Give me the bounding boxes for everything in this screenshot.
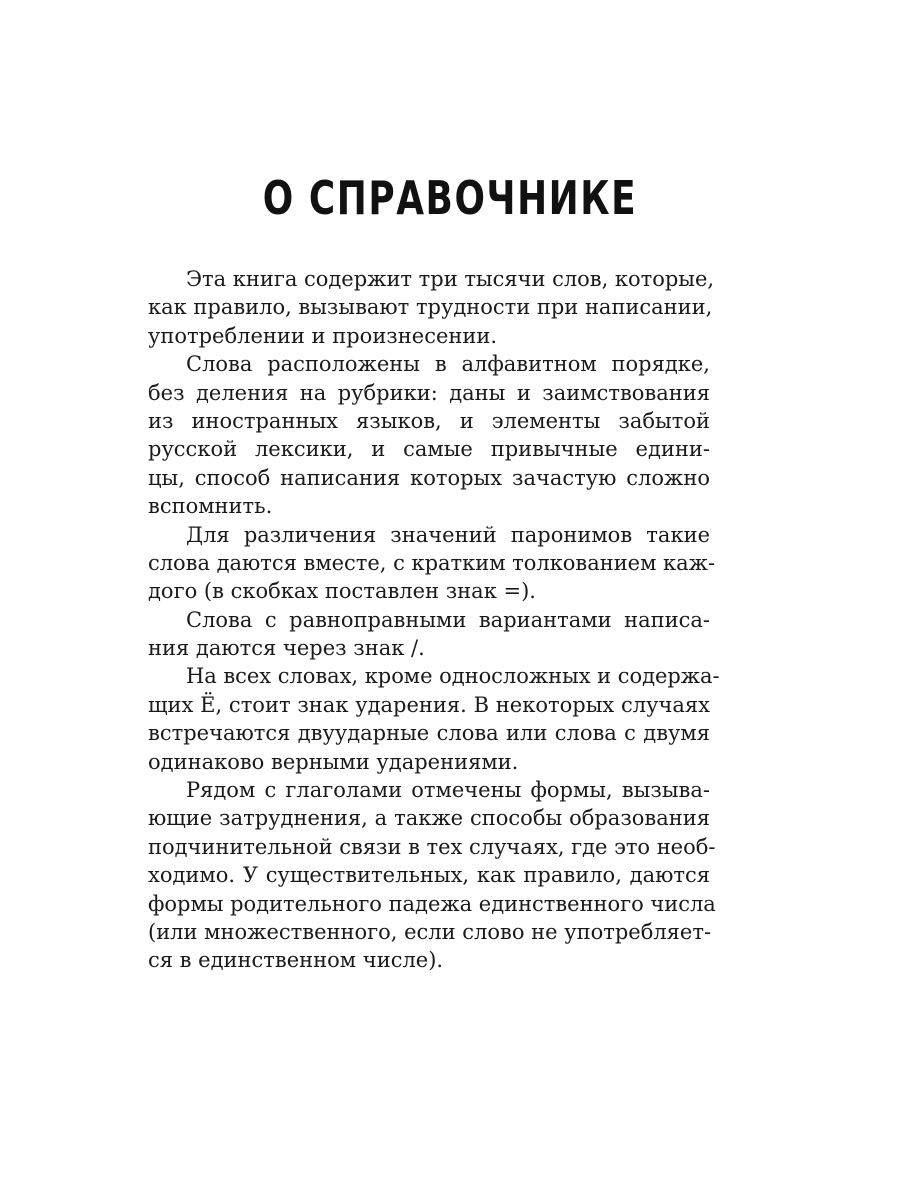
- body-text: [148, 265, 720, 975]
- text-line: русской лексики, и самые привычные едини-: [148, 437, 710, 462]
- text-line: слова даются вместе, с кратким толкованием каж-: [148, 550, 716, 575]
- paragraph: [148, 606, 710, 663]
- text-line: Рядом с глаголами отмечены формы, вызыва-: [186, 778, 710, 803]
- text-line: Эта книга содержит три тысячи слов, которые,: [186, 267, 715, 291]
- text-line: одинаково верными ударениями.: [148, 749, 519, 774]
- paragraph: [148, 521, 716, 606]
- page-title: О СПРАВОЧНИКЕ: [262, 171, 638, 225]
- text-line: употреблении и произнесении.: [148, 323, 498, 348]
- text-line: подчинительной связи в тех случаях, где это необ-: [148, 834, 716, 859]
- text-line: ходимо. У существительных, как правило, даются: [148, 863, 710, 888]
- text-line: На всех словах, кроме односложных и содержа-: [186, 664, 720, 689]
- text-line: щих Ё, стоит знак ударения. В некоторых случаях: [148, 692, 710, 717]
- text-line: ющие затруднения, а также способы образования: [148, 806, 710, 831]
- text-line: вспомнить.: [148, 494, 273, 519]
- paragraph: [148, 662, 720, 776]
- text-line: Слова с равноправными вариантами написа-: [186, 607, 710, 632]
- text-line: (или множественного, если слово не употребляет-: [148, 919, 712, 944]
- text-line: Для различения значений паронимов такие: [186, 522, 710, 547]
- text-line: формы родительного падежа единственного числа: [148, 891, 716, 916]
- text-line: как правило, вызывают трудности при написании,: [148, 295, 713, 320]
- text-line: цы, способ написания которых зачастую сложно: [148, 465, 710, 490]
- paragraph: [148, 350, 710, 520]
- paragraph: [148, 776, 716, 975]
- text-line: Слова расположены в алфавитном порядке,: [186, 352, 710, 377]
- text-line: ся в единственном числе).: [148, 948, 444, 973]
- text-line: встречаются двуударные слова или слова с двумя: [148, 721, 710, 746]
- text-line: из иностранных языков, и элементы забытой: [148, 408, 710, 433]
- text-line: без деления на рубрики: даны и заимствования: [148, 380, 710, 405]
- paragraph: [148, 265, 715, 350]
- text-line: ния даются через знак /.: [148, 636, 425, 661]
- text-line: дого (в скобках поставлен знак =).: [148, 579, 536, 604]
